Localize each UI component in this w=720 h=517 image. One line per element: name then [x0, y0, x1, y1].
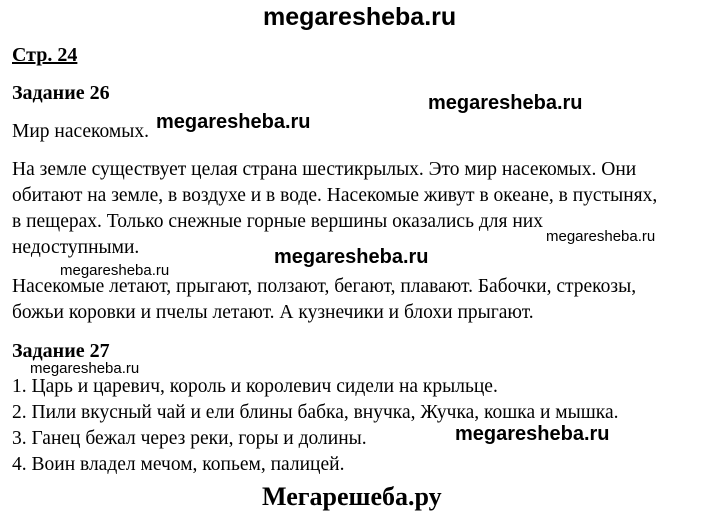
- task-26-paragraph-line: недоступными.: [12, 237, 140, 258]
- header-watermark: megaresheba.ru: [263, 3, 457, 31]
- task-26-paragraph-line: Насекомые летают, прыгают, ползают, бегают, плавают. Бабочки, стрекозы,: [12, 276, 637, 297]
- watermark-overlay: megaresheba.ru: [546, 228, 656, 245]
- task-27-title: Задание 27: [12, 340, 110, 362]
- task-26-paragraph-line: божьи коровки и пчелы летают. А кузнечики и блохи прыгают.: [12, 302, 534, 323]
- footer-title: Мегарешеба.ру: [262, 482, 442, 511]
- page-reference: Стр. 24: [12, 44, 78, 66]
- task-26-heading: Мир насекомых.: [12, 121, 149, 142]
- task-27-line: 1. Царь и царевич, король и королевич сидели на крыльце.: [12, 376, 498, 397]
- watermark-overlay: megaresheba.ru: [455, 423, 610, 445]
- watermark-overlay: megaresheba.ru: [30, 360, 140, 377]
- task-26-paragraph-line: обитают на земле, в воздухе и в воде. Насекомые живут в океане, в пустынях,: [12, 185, 658, 206]
- watermark-overlay: megaresheba.ru: [428, 92, 583, 114]
- watermark-overlay: megaresheba.ru: [274, 246, 429, 268]
- watermark-overlay: megaresheba.ru: [156, 111, 311, 133]
- task-26-paragraph-line: в пещерах. Только снежные горные вершины оказались для них: [12, 211, 543, 232]
- task-27-line: 4. Воин владел мечом, копьем, палицей.: [12, 454, 345, 475]
- task-26-paragraph-line: На земле существует целая страна шестикрылых. Это мир насекомых. Они: [12, 159, 637, 180]
- watermark-overlay: megaresheba.ru: [60, 262, 170, 279]
- task-27-line: 3. Ганец бежал через реки, горы и долины.: [12, 428, 367, 449]
- task-27-line: 2. Пили вкусный чай и ели блины бабка, внучка, Жучка, кошка и мышка.: [12, 402, 619, 423]
- task-26-title: Задание 26: [12, 82, 110, 104]
